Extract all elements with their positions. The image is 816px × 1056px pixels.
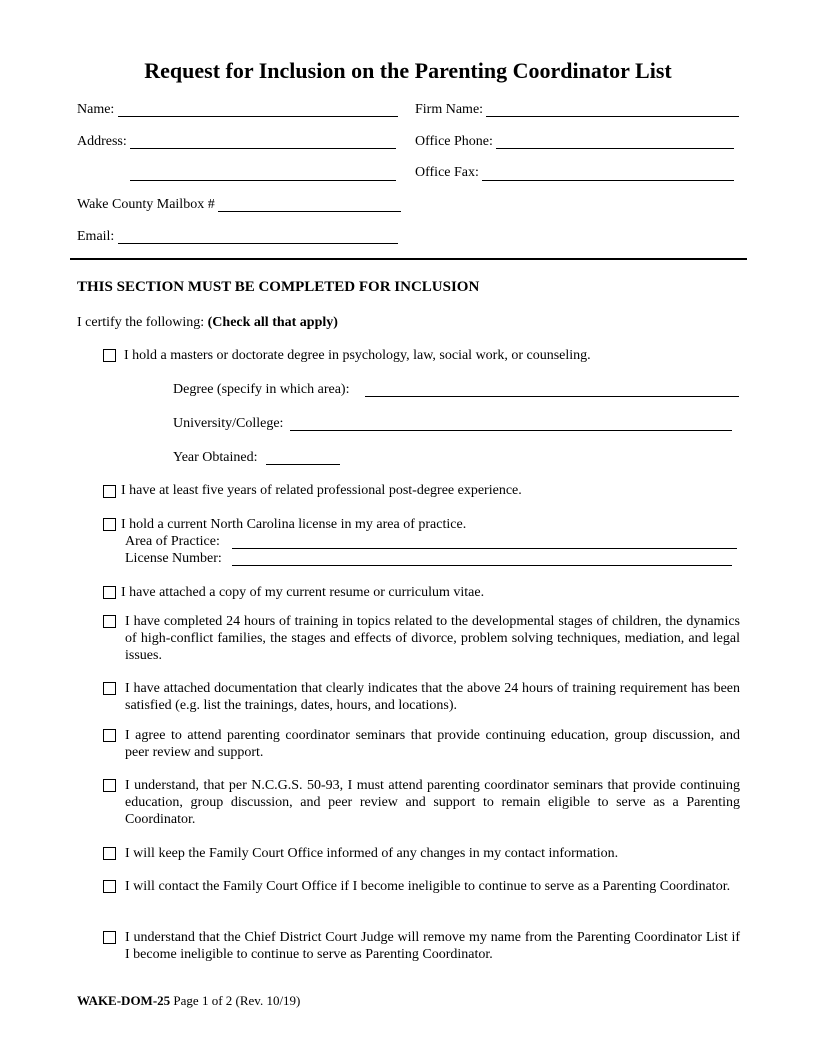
degree-area-label: Degree (specify in which area): [173,382,350,397]
degree-checkbox[interactable] [103,349,116,362]
removal-checkbox[interactable] [103,931,116,944]
email-label: Email: [77,229,115,244]
certify-intro-text: I certify the following: [77,315,205,330]
mailbox-label: Wake County Mailbox # [77,197,215,212]
seminars-text: I agree to attend parenting coordinator seminars that provide continuing education, group discussion, and peer review and support. [125,728,740,760]
office-fax-label: Office Fax: [415,165,479,180]
documentation-text: I have attached documentation that clearly indicates that the above 24 hours of training requirement has been satisfied (e.g. list the trainings, dates, hours, and locations). [125,681,740,713]
form-id: WAKE-DOM-25 [77,993,171,1008]
license-text: I hold a current North Carolina license in my area of practice. [121,517,467,532]
section-divider [70,258,747,260]
training-text: I have completed 24 hours of training in topics related to the developmental stages of children, the dynamics of high-conflict families, the stages and effects of divorce, problem solving techniques, mediation, and legal issues. [125,614,740,663]
office-phone-field[interactable] [496,148,734,149]
name-label: Name: [77,102,115,117]
documentation-checkbox[interactable] [103,682,116,695]
removal-text: I understand that the Chief District Court Judge will remove my name from the Parenting Coordinator List if I become ineligible to continue to serve as Parenting Coordinator. [125,930,740,962]
office-fax-field[interactable] [482,180,734,181]
firm-name-field[interactable] [486,116,739,117]
address-label: Address: [77,134,127,149]
email-field[interactable] [118,243,398,244]
seminars-checkbox[interactable] [103,729,116,742]
firm-name-label: Firm Name: [415,102,484,117]
degree-area-field[interactable] [365,396,739,397]
year-obtained-field[interactable] [266,464,340,465]
area-of-practice-label: Area of Practice: [125,534,220,549]
office-phone-label: Office Phone: [415,134,493,149]
ncgs-checkbox[interactable] [103,779,116,792]
experience-text: I have at least five years of related professional post-degree experience. [121,483,522,498]
form-title: Request for Inclusion on the Parenting Coordinator List [144,58,672,83]
license-number-field[interactable] [232,565,732,566]
page-info: Page 1 of 2 (Rev. 10/19) [173,993,301,1008]
section-heading: THIS SECTION MUST BE COMPLETED FOR INCLUSION [77,279,480,295]
footer [77,993,300,1009]
certify-note: (Check all that apply) [207,315,338,330]
inform-text: I will keep the Family Court Office informed of any changes in my contact information. [125,846,619,861]
ineligible-checkbox[interactable] [103,880,116,893]
resume-checkbox[interactable] [103,586,116,599]
address-field-line-1[interactable] [130,148,396,149]
address-field-line-2[interactable] [130,180,396,181]
university-field[interactable] [290,430,732,431]
inform-checkbox[interactable] [103,847,116,860]
degree-text: I hold a masters or doctorate degree in psychology, law, social work, or counseling. [124,348,591,363]
ineligible-text: I will contact the Family Court Office if I become ineligible to continue to serve as a Parenting Coordinator. [125,879,731,894]
name-field[interactable] [118,116,398,117]
license-number-label: License Number: [125,551,222,566]
certify-intro [77,314,338,331]
ncgs-text: I understand, that per N.C.G.S. 50-93, I must attend parenting coordinator seminars that provide continuing education, group discussion, and peer review and support to remain eligible to serve as a Parenting Coordinator. [125,778,740,827]
license-checkbox[interactable] [103,518,116,531]
area-of-practice-field[interactable] [232,548,737,549]
experience-checkbox[interactable] [103,485,116,498]
year-obtained-label: Year Obtained: [173,450,258,465]
training-checkbox[interactable] [103,615,116,628]
university-label: University/College: [173,416,284,431]
mailbox-field[interactable] [218,211,401,212]
resume-text: I have attached a copy of my current resume or curriculum vitae. [121,585,485,600]
